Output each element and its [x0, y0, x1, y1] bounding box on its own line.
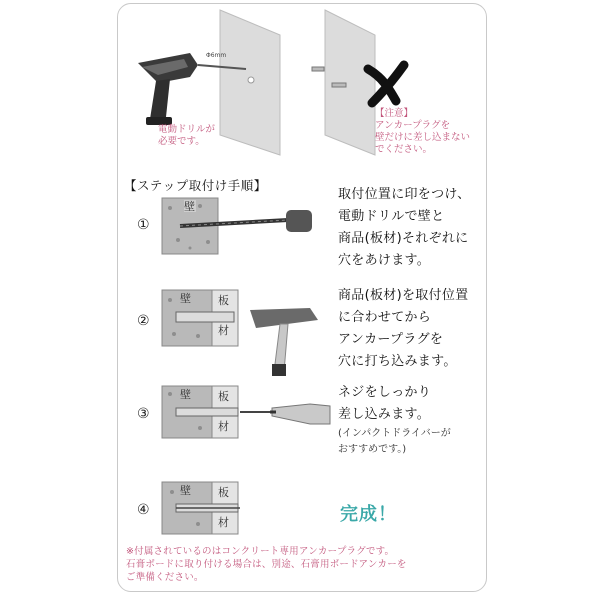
- driver-icon: [270, 404, 330, 424]
- drill-note: 電動ドリルが 必要です。: [158, 124, 216, 147]
- section-title: 【ステップ取付け手順】: [124, 178, 267, 193]
- board-label-1: 板: [218, 294, 229, 307]
- complete-label: 完成！: [340, 504, 397, 525]
- step-4-illustration: [160, 480, 250, 540]
- board-label-2: 材: [218, 324, 229, 337]
- svg-text:板: 板: [218, 486, 229, 499]
- drill-handle-icon: [286, 210, 312, 232]
- step-3-note: (インパクトドライバーが おすすめです。): [338, 428, 451, 455]
- step-3-illustration: [160, 384, 335, 444]
- svg-text:材: 材: [218, 516, 229, 529]
- anchor-plug-icon: [176, 312, 234, 322]
- svg-text:板: 板: [218, 390, 229, 403]
- svg-text:壁: 壁: [180, 484, 191, 497]
- drill-size-label: Φ6mm: [206, 52, 227, 59]
- svg-text:壁: 壁: [180, 292, 191, 305]
- step-number-4: ④: [137, 502, 150, 518]
- step-number-1: ①: [137, 217, 150, 233]
- step-2-text: 商品(板材)を取付位置 に合わせてから アンカープラグを 穴に打ち込みます。: [338, 288, 469, 369]
- footer-note: ※付属されているのはコンクリート専用アンカープラグです。 石膏ボードに取り付ける場合は、別途、石膏用ボードアンカーを ご準備ください。: [126, 546, 407, 583]
- step-3-text: ネジをしっかり 差し込みます。: [338, 385, 432, 422]
- wall-label: 壁: [184, 200, 195, 213]
- svg-text:材: 材: [218, 420, 229, 433]
- svg-text:壁: 壁: [180, 388, 191, 401]
- step-2-illustration: [160, 288, 330, 378]
- hammer-icon: [250, 308, 318, 376]
- step-number-2: ②: [137, 313, 150, 329]
- warning-note: 【注意】 アンカープラグを 壁だけに差し込まない でください。: [375, 108, 471, 155]
- step-number-3: ③: [137, 406, 150, 422]
- step-1-text: 取付位置に印をつけ、 電動ドリルで壁と 商品(板材)それぞれに 穴をあけます。: [338, 187, 471, 268]
- step-1-illustration: [160, 196, 320, 258]
